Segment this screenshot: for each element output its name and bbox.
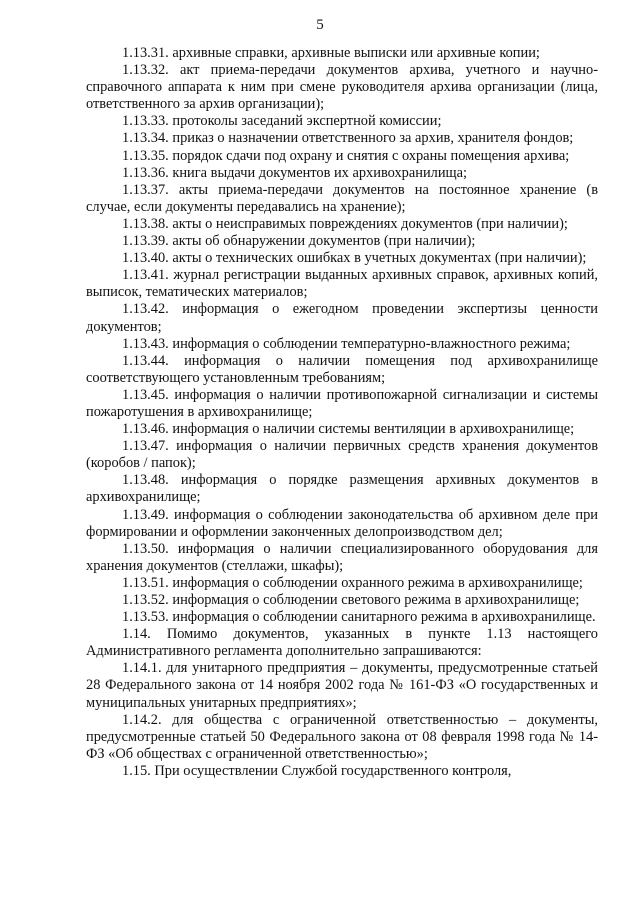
paragraph-1-13-45: 1.13.45. информация о наличии противопожарной сигнализации и системы пожаротушения в архивохранилище; xyxy=(86,386,598,420)
paragraph-1-13-43: 1.13.43. информация о соблюдении температурно-влажностного режима; xyxy=(122,335,571,352)
paragraph-1-15: 1.15. При осуществлении Службой государственного контроля, xyxy=(122,762,512,779)
paragraph-1-13-48: 1.13.48. информация о порядке размещения архивных документов в архивохранилище; xyxy=(86,472,598,506)
paragraph-1-13-49: 1.13.49. информация о соблюдении законодательства об архивном деле при формировании и оформлении законченных делопроизводством дел; xyxy=(86,506,598,540)
paragraph-1-13-34: 1.13.34. приказ о назначении ответственного за архив, хранителя фондов; xyxy=(122,130,574,147)
document-body xyxy=(86,45,598,780)
paragraph-1-13-36: 1.13.36. книга выдачи документов их архивохранилища; xyxy=(122,164,468,181)
paragraph-1-13-42: 1.13.42. информация о ежегодном проведении экспертизы ценности документов; xyxy=(86,301,598,335)
paragraph-1-13-40: 1.13.40. акты о технических ошибках в учетных документах (при наличии); xyxy=(122,250,587,267)
paragraph-1-13-33: 1.13.33. протоколы заседаний экспертной комиссии; xyxy=(122,113,442,130)
paragraph-1-13-38: 1.13.38. акты о неисправимых повреждениях документов (при наличии); xyxy=(122,215,568,232)
paragraph-1-14: 1.14. Помимо документов, указанных в пункте 1.13 настоящего Административного регламента дополнительно запрашиваются: xyxy=(86,626,598,660)
paragraph-1-13-53: 1.13.53. информация о соблюдении санитарного режима в архивохранилище. xyxy=(122,609,596,626)
paragraph-1-13-31: 1.13.31. архивные справки, архивные выписки или архивные копии; xyxy=(122,45,540,61)
paragraph-1-13-46: 1.13.46. информация о наличии системы вентиляции в архивохранилище; xyxy=(122,421,575,438)
paragraph-1-13-37: 1.13.37. акты приема-передачи документов на постоянное хранение (в случае, если документы передавались на хранение); xyxy=(86,181,598,215)
paragraph-1-13-32: 1.13.32. акт приема-передачи документов архива, учетного и научно-справочного аппарата к ним при смене руководителя архива организации (лица, ответственного за архив организации); xyxy=(86,62,598,113)
paragraph-1-13-52: 1.13.52. информация о соблюдении светового режима в архивохранилище; xyxy=(122,592,580,608)
paragraph-1-14-1: 1.14.1. для унитарного предприятия – документы, предусмотренные статьей 28 Федерального закона от 14 ноября 2002 года № 161-ФЗ «О государственных и муниципальных унитарных предприятиях»; xyxy=(86,660,598,711)
paragraph-1-13-47: 1.13.47. информация о наличии первичных средств хранения документов (коробов / папок); xyxy=(86,438,598,472)
paragraph-1-13-39: 1.13.39. акты об обнаружении документов (при наличии); xyxy=(122,233,476,250)
paragraph-1-13-35: 1.13.35. порядок сдачи под охрану и снятия с охраны помещения архива; xyxy=(122,147,570,164)
paragraph-1-13-50: 1.13.50. информация о наличии специализированного оборудования для хранения документов (стеллажи, шкафы); xyxy=(86,540,598,574)
paragraph-1-13-44: 1.13.44. информация о наличии помещения под архивохранилище соответствующего установленным требованиям; xyxy=(86,352,598,386)
page-number: 5 xyxy=(316,17,324,33)
paragraph-1-13-51: 1.13.51. информация о соблюдении охранного режима в архивохранилище; xyxy=(122,574,583,591)
paragraph-1-13-41: 1.13.41. журнал регистрации выданных архивных справок, архивных копий, выписок, тематических материалов; xyxy=(86,267,598,301)
paragraph-1-14-2: 1.14.2. для общества с ограниченной ответственностью – документы, предусмотренные статьей 50 Федерального закона от 08 февраля 1998 года № 14-ФЗ «Об обществах с ограниченной ответственностью»; xyxy=(86,711,598,762)
